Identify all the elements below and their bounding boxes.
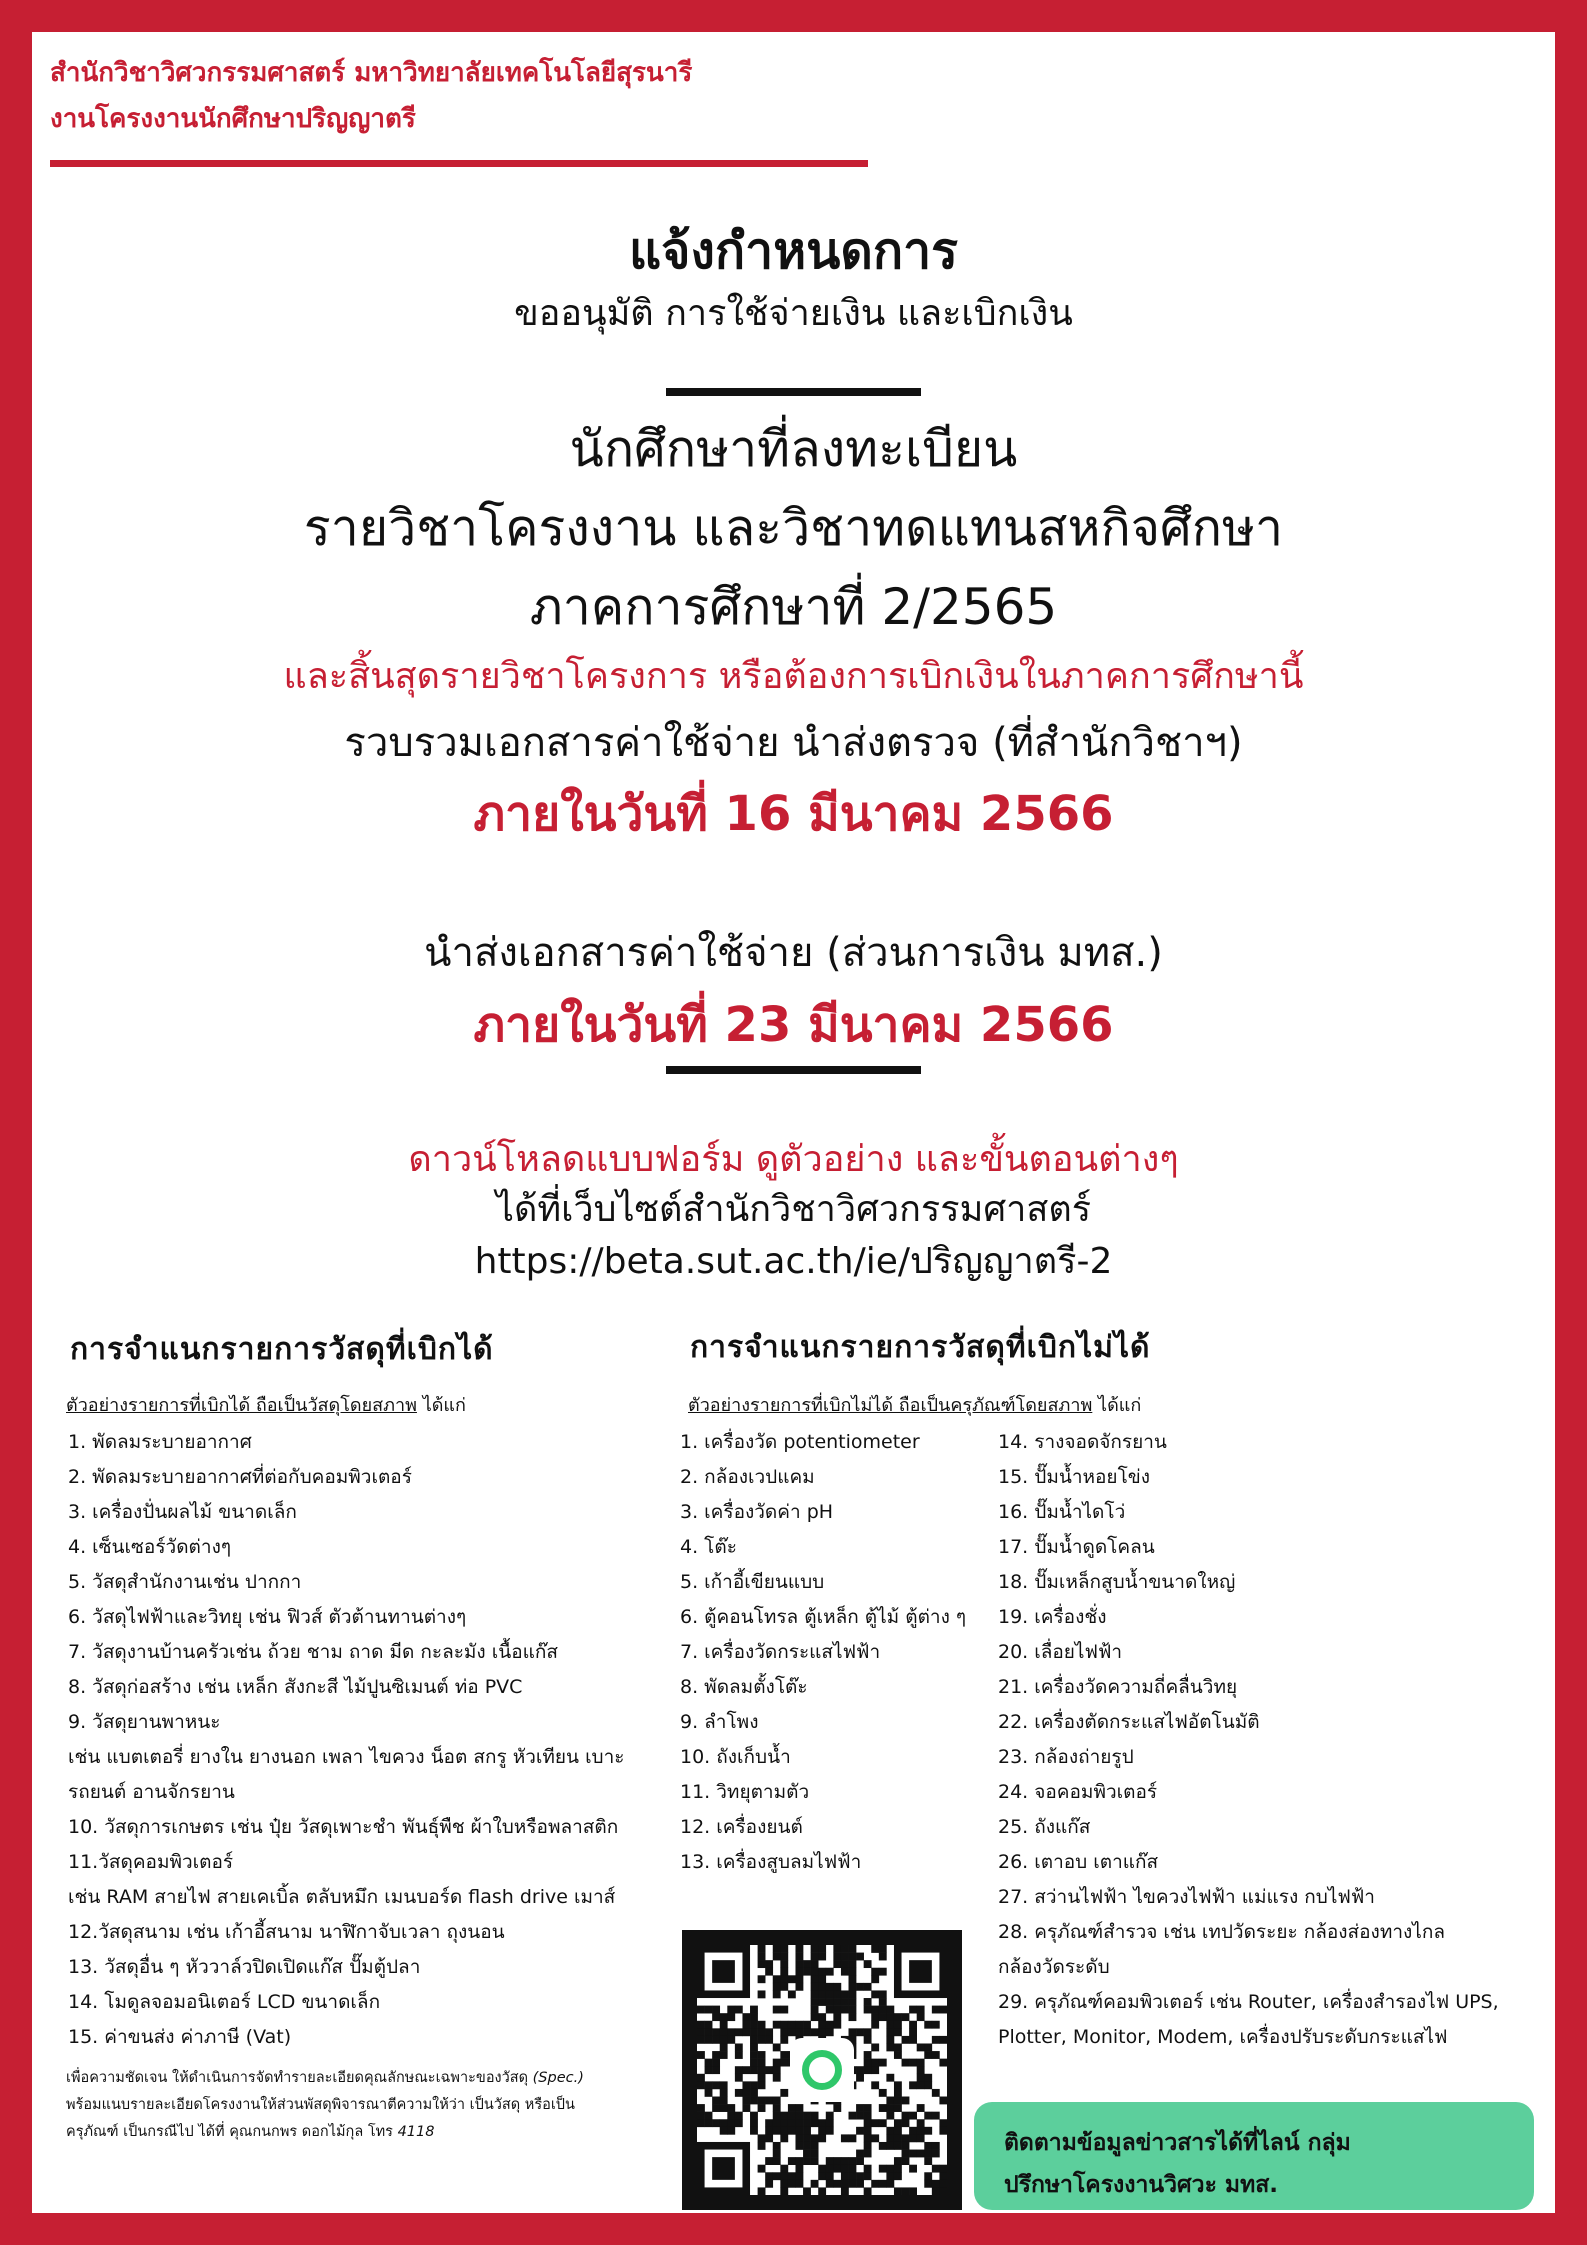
notice-subtitle: ขออนุมัติ การใช้จ่ายเงิน และเบิกเงิน	[514, 293, 1073, 334]
disallowed-list-item: 12. เครื่องยนต์	[680, 1816, 803, 1838]
line-group-banner[interactable]	[974, 2102, 1534, 2210]
disallowed-intro-rest: ได้แก่	[1092, 1395, 1142, 1416]
notice-title: แจ้งกำหนดการ	[628, 222, 959, 280]
disallowed-list-item: 23. กล้องถ่ายรูป	[998, 1746, 1134, 1768]
disallowed-list-item: 8. พัดลมตั้งโต๊ะ	[680, 1676, 808, 1698]
allowed-list-item: 8. วัสดุก่อสร้าง เช่น เหล็ก สังกะสี ไม้ปูนซิเมนต์ ท่อ PVC	[68, 1676, 523, 1698]
disallowed-list-left	[680, 1425, 966, 1880]
allowed-intro-underlined: ตัวอย่างรายการที่เบิกได้ ถือเป็นวัสดุโดยสภาพ	[66, 1395, 417, 1416]
disallowed-list-right	[998, 1425, 1499, 2055]
target-line-3: ภาคการศึกษาที่ 2/2565	[529, 578, 1058, 636]
allowed-intro-rest: ได้แก่	[416, 1395, 466, 1416]
disallowed-list-item: กล้องวัดระดับ	[998, 1956, 1110, 1978]
spec-note-phone: 4118	[397, 2124, 435, 2140]
allowed-list-item: 13. วัสดุอื่น ๆ หัววาล์วปิดเปิดแก๊ส ปั๊มตู้ปลา	[68, 1956, 421, 1978]
disallowed-list-item: 27. สว่านไฟฟ้า ไขควงไฟฟ้า แม่แรง กบไฟฟ้า	[998, 1886, 1375, 1908]
target-line-1: นักศึกษาที่ลงทะเบียน	[569, 420, 1018, 478]
deadline-2: ภายในวันที่ 23 มีนาคม 2566	[473, 997, 1114, 1053]
spec-note-spec: (Spec.)	[532, 2070, 584, 2086]
line-logo-mark	[802, 2050, 842, 2090]
divider-top	[666, 388, 921, 396]
disallowed-intro	[688, 1390, 1141, 1419]
allowed-list-item: 15. ค่าขนส่ง ค่าภาษี (Vat)	[68, 2026, 292, 2048]
spec-note	[66, 2065, 584, 2146]
spec-note-text-1: เพื่อความชัดเจน ให้ดำเนินการจัดทำรายละเอียดคุณลักษณะเฉพาะของวัสดุ	[66, 2070, 533, 2086]
disallowed-list-item: 14. รางจอดจักรยาน	[998, 1431, 1167, 1453]
disallowed-list-item: 20. เลื่อยไฟฟ้า	[998, 1641, 1123, 1663]
disallowed-list-item: 2. กล้องเวปแคม	[680, 1466, 815, 1488]
disallowed-list-item: 25. ถังแก๊ส	[998, 1816, 1091, 1838]
spec-note-line-2: พร้อมแนบรายละเอียดโครงงานให้ส่วนพัสดุพิจารณาตีความให้ว่า เป็นวัสดุ หรือเป็น	[66, 2097, 575, 2113]
allowed-list-item: 10. วัสดุการเกษตร เช่น ปุ๋ย วัสดุเพาะชำ พันธุ์พืช ผ้าใบหรือพลาสติก	[68, 1816, 619, 1838]
disallowed-list-item: 6. ตู้คอนโทรล ตู้เหล็ก ตู้ไม้ ตู้ต่าง ๆ	[680, 1606, 967, 1628]
disallowed-list-item: 22. เครื่องตัดกระแสไฟอัตโนมัติ	[998, 1711, 1260, 1733]
header-department: งานโครงงานนักศึกษาปริญญาตรี	[50, 104, 416, 134]
disallowed-list-item: 9. ลำโพง	[680, 1711, 759, 1733]
line-app-icon	[790, 2038, 854, 2102]
disallowed-list-item: 17. ปั๊มน้ำดูดโคลน	[998, 1536, 1155, 1558]
divider-bottom	[666, 1066, 921, 1074]
deadline-1: ภายในวันที่ 16 มีนาคม 2566	[473, 786, 1114, 842]
allowed-list-item: 4. เซ็นเซอร์วัดต่างๆ	[68, 1536, 232, 1558]
disallowed-list-item: 3. เครื่องวัดค่า pH	[680, 1501, 834, 1523]
website-line: ได้ที่เว็บไซต์สำนักวิชาวิศวกรรมศาสตร์	[495, 1189, 1092, 1230]
allowed-list-item: เช่น RAM สายไฟ สายเคเบิ้ล ตลับหมึก เมนบอร์ด flash drive เมาส์	[68, 1886, 616, 1908]
spec-note-line-1	[66, 2065, 584, 2092]
disallowed-intro-underlined: ตัวอย่างรายการที่เบิกไม่ได้ ถือเป็นครุภัณฑ์โดยสภาพ	[688, 1395, 1093, 1416]
allowed-list-item: 2. พัดลมระบายอากาศที่ต่อกับคอมพิวเตอร์	[68, 1466, 412, 1488]
notice-page	[32, 32, 1555, 2213]
allowed-list-item: รถยนต์ อานจักรยาน	[68, 1781, 235, 1803]
disallowed-list-item: 26. เตาอบ เตาแก๊ส	[998, 1851, 1159, 1873]
disallowed-list-item: 21. เครื่องวัดความถี่คลื่นวิทยุ	[998, 1676, 1238, 1698]
disallowed-list-item: 1. เครื่องวัด potentiometer	[680, 1431, 920, 1453]
header-faculty: สำนักวิชาวิศวกรรมศาสตร์ มหาวิทยาลัยเทคโนโลยีสุรนารี	[50, 58, 693, 88]
website-url[interactable]: https://beta.sut.ac.th/ie/ปริญญาตรี-2	[474, 1241, 1113, 1282]
disallowed-list-item: 24. จอคอมพิวเตอร์	[998, 1781, 1158, 1803]
spec-note-text-3: ครุภัณฑ์ เป็นกรณีไป ได้ที่ คุณกนกพร ดอกไม้กุล โทร	[66, 2124, 398, 2140]
disallowed-list-item: 13. เครื่องสูบลมไฟฟ้า	[680, 1851, 862, 1873]
disallowed-list-item: 28. ครุภัณฑ์สำรวจ เช่น เทปวัดระยะ กล้องส่องทางไกล	[998, 1921, 1445, 1943]
target-line-5: รวบรวมเอกสารค่าใช้จ่าย นำส่งตรวจ (ที่สำนักวิชาฯ)	[344, 720, 1243, 766]
line-group-line-1: ติดตามข้อมูลข่าวสารได้ที่ไลน์ กลุ่ม	[1004, 2130, 1351, 2156]
finance-line: นำส่งเอกสารค่าใช้จ่าย (ส่วนการเงิน มทส.)	[424, 930, 1163, 976]
disallowed-list-item: 15. ปั๊มน้ำหอยโข่ง	[998, 1466, 1151, 1488]
allowed-list-item: 5. วัสดุสำนักงานเช่น ปากกา	[68, 1571, 302, 1593]
allowed-list-item: 11.วัสดุคอมพิวเตอร์	[68, 1851, 234, 1873]
download-line: ดาวน์โหลดแบบฟอร์ม ดูตัวอย่าง และขั้นตอนต่างๆ	[408, 1139, 1179, 1180]
qr-code-icon[interactable]	[682, 1930, 962, 2210]
disallowed-list-item: 4. โต๊ะ	[680, 1536, 737, 1558]
disallowed-list-item: 10. ถังเก็บน้ำ	[680, 1746, 791, 1768]
spec-note-line-3	[66, 2119, 584, 2146]
disallowed-title: การจำแนกรายการวัสดุที่เบิกไม่ได้	[690, 1330, 1151, 1365]
allowed-list-item: 14. โมดูลจอมอนิเตอร์ LCD ขนาดเล็ก	[68, 1991, 381, 2013]
allowed-list-item: 3. เครื่องปั่นผลไม้ ขนาดเล็ก	[68, 1501, 297, 1523]
disallowed-list-item: 19. เครื่องชั่ง	[998, 1606, 1107, 1628]
allowed-list	[68, 1425, 625, 2055]
allowed-list-item: เช่น แบตเตอรี่ ยางใน ยางนอก เพลา ไขควง น็อต สกรู หัวเทียน เบาะ	[68, 1746, 625, 1768]
disallowed-list-item: Plotter, Monitor, Modem, เครื่องปรับระดับกระแสไฟ	[998, 2026, 1448, 2048]
allowed-list-item: 12.วัสดุสนาม เช่น เก้าอี้สนาม นาฬิกาจับเวลา ถุงนอน	[68, 1921, 505, 1943]
allowed-intro	[66, 1390, 466, 1419]
header-divider	[50, 160, 868, 167]
allowed-list-item: 1. พัดลมระบายอากาศ	[68, 1431, 252, 1453]
allowed-list-item: 9. วัสดุยานพาหนะ	[68, 1711, 221, 1733]
disallowed-list-item: 18. ปั๊มเหล็กสูบน้ำขนาดใหญ่	[998, 1571, 1236, 1593]
line-group-line-2: ปรึกษาโครงงานวิศวะ มทส.	[1004, 2172, 1279, 2198]
disallowed-list-item: 16. ปั๊มน้ำไดโว่	[998, 1501, 1126, 1523]
disallowed-list-item: 29. ครุภัณฑ์คอมพิวเตอร์ เช่น Router, เครื่องสำรองไฟ UPS,	[998, 1991, 1499, 2013]
allowed-list-item: 7. วัสดุงานบ้านครัวเช่น ถ้วย ชาม ถาด มีด กะละมัง เนื้อแก๊ส	[68, 1641, 558, 1663]
allowed-title: การจำแนกรายการวัสดุที่เบิกได้	[70, 1332, 494, 1367]
disallowed-list-item: 11. วิทยุตามตัว	[680, 1781, 810, 1803]
disallowed-list-item: 5. เก้าอี้เขียนแบบ	[680, 1571, 825, 1593]
target-line-4: และสิ้นสุดรายวิชาโครงการ หรือต้องการเบิกเงินในภาคการศึกษานี้	[283, 656, 1304, 697]
disallowed-list-item: 7. เครื่องวัดกระแสไฟฟ้า	[680, 1641, 881, 1663]
allowed-list-item: 6. วัสดุไฟฟ้าและวิทยุ เช่น ฟิวส์ ตัวต้านทานต่างๆ	[68, 1606, 467, 1628]
target-line-2: รายวิชาโครงงาน และวิชาทดแทนสหกิจศึกษา	[303, 499, 1284, 557]
